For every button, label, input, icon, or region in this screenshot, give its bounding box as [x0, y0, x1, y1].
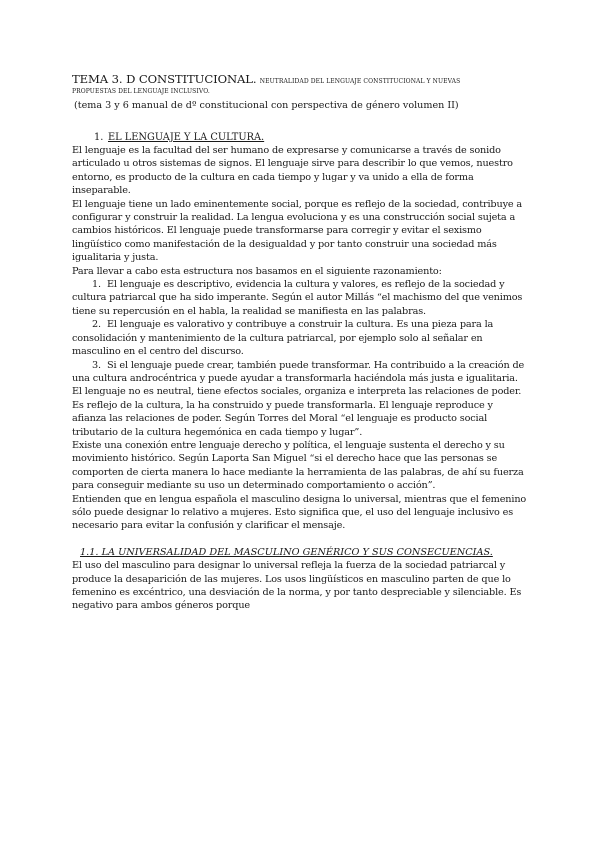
title-main: TEMA 3. D CONSTITUCIONAL. — [72, 72, 257, 86]
document-body — [72, 74, 530, 613]
document-subtitle: (tema 3 y 6 manual de dº constitucional con perspectiva de género volumen II) — [74, 100, 459, 111]
list-number: 1. — [92, 279, 101, 291]
paragraph: Existe una conexión entre lenguaje derecho y política, el lenguaje sustenta el derecho y su movimiento histórico. Según Laporta San Miguel “si el derecho hace que las personas se comporten de cierta manera lo hace mediante la herramienta de las palabras, de ahí su fuerza para conseguir mediante su uso un determinado comportamiento o acción”. — [72, 439, 524, 492]
title-sub: NEUTRALIDAD DEL LENGUAJE CONSTITUCIONAL Y NUEVAS — [259, 78, 461, 85]
paragraph: Para llevar a cabo esta estructura nos basamos en el siguiente razonamiento: — [72, 265, 442, 277]
section-number: 1. — [94, 132, 104, 143]
list-number: 3. — [92, 359, 101, 371]
list-item-text: Si el lenguaje puede crear, también puede transformar. Ha contribuido a la creación de una cultura androcéntrica y puede ayudar a transformarla haciéndola más justa e igualitaria. — [72, 359, 525, 384]
title-sub-continued: PROPUESTAS DEL LENGUAJE INCLUSIVO. — [72, 88, 210, 95]
list-item-text: El lenguaje es descriptivo, evidencia la cultura y valores, es reflejo de la sociedad y cultura patriarcal que ha sido imperante. Según el autor Millás “el machismo del que venimos tiene su repercusión en el habla, la realidad se manifiesta en las palabras. — [72, 279, 523, 317]
list-item — [72, 318, 530, 358]
paragraph: El lenguaje es la facultad del ser humano de expresarse y comunicarse a través de sonido articulado u otros sistemas de signos. El lenguaje sirve para describir lo que vemos, nuestro entorno, es producto de la cultura en cada tiempo y lugar y va unido a ella de forma inseparable. — [72, 145, 513, 197]
list-item — [72, 359, 530, 386]
subsection-heading: 1.1. LA UNIVERSALIDAD DEL MASCULINO GENÉRICO Y SUS CONSECUENCIAS. — [80, 546, 493, 558]
paragraph: El lenguaje no es neutral, tiene efectos sociales, organiza e interpreta las relaciones de poder. Es reflejo de la cultura, la ha construido y puede transformarla. El lenguaje reproduce y afianza las relaciones de poder. Según Torres del Moral “el lenguaje es producto social tributario de la cultura hegemónica en cada tiempo y lugar”. — [72, 386, 522, 438]
document-title — [72, 74, 530, 87]
paragraph: El uso del masculino para designar lo universal refleja la fuerza de la sociedad patriarcal y produce la desaparición de las mujeres. Los usos lingüísticos en masculino parten de que lo femenino es excéntrico, una desviación de la norma, y por tanto despreciable y silenciable. Es negativo para ambos géneros porque — [72, 560, 522, 612]
list-item — [72, 278, 530, 318]
section-title: EL LENGUAJE Y LA CULTURA. — [108, 132, 265, 143]
paragraph: El lenguaje tiene un lado eminentemente social, porque es reflejo de la sociedad, contribuye a configurar y construir la realidad. La lengua evoluciona y es una construcción social sujeta a cambios históricos. El lenguaje puede transformarse para corregir y evitar el sexismo lingüístico como manifestación de la desigualdad y por tanto construir una sociedad más igualitaria y justa. — [72, 198, 523, 264]
paragraph: Entienden que en lengua española el masculino designa lo universal, mientras que el femenino sólo puede designar lo relativo a mujeres. Esto significa que, el uso del lenguaje inclusivo es necesario para evitar la confusión y clarificar el mensaje. — [72, 493, 527, 532]
list-item-text: El lenguaje es valorativo y contribuye a construir la cultura. Es una pieza para la consolidación y mantenimiento de la cultura patriarcal, por ejemplo solo al señalar en masculino en el centro del discurso. — [72, 319, 494, 358]
list-number: 2. — [92, 319, 101, 331]
section-heading — [72, 131, 530, 144]
spacer — [72, 533, 530, 546]
